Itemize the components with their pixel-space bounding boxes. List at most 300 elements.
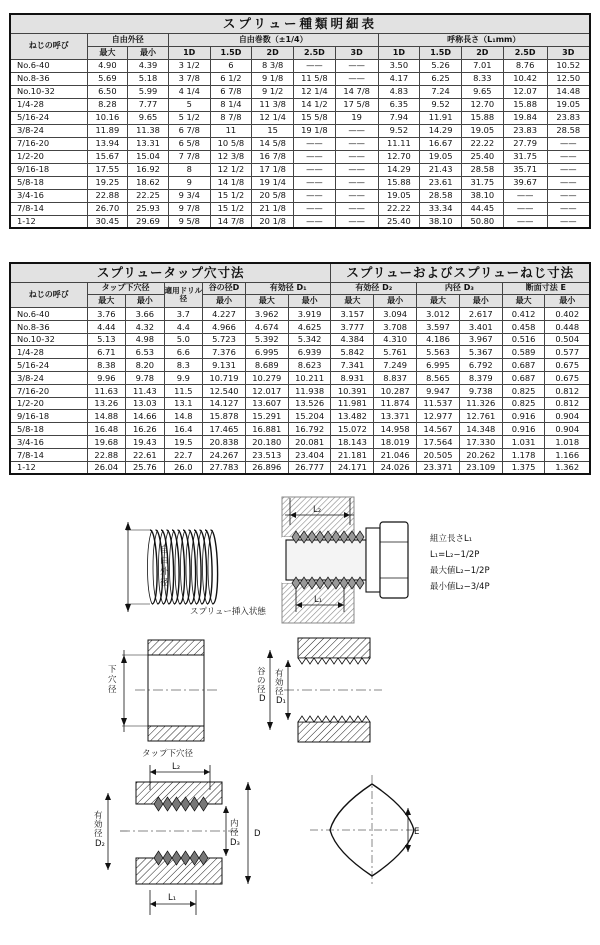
root-dia-label: 谷の径 D: [257, 667, 266, 704]
value-cell: 22.88: [87, 189, 128, 202]
formula-title: 組立長さL₁: [430, 534, 473, 544]
turns-sub-header: 1.5D: [210, 46, 252, 59]
value-cell: 5.723: [203, 333, 246, 346]
pitch-dia-label: 有効径 D₁: [275, 669, 286, 706]
value-cell: 5.13: [87, 333, 126, 346]
section-max-header: 最大: [502, 295, 545, 308]
value-cell: 13.26: [87, 397, 126, 410]
value-cell: 33.34: [420, 202, 462, 215]
value-cell: 11.5: [164, 384, 203, 397]
value-cell: 24.267: [203, 448, 246, 461]
value-cell: 0.589: [502, 346, 545, 359]
value-cell: 14 5/8: [252, 137, 294, 150]
value-cell: 0.825: [502, 397, 545, 410]
value-cell: 1.178: [502, 448, 545, 461]
value-cell: 11.537: [417, 397, 460, 410]
thread-size-cell: 3/8-24: [10, 124, 87, 137]
value-cell: 6 7/8: [210, 85, 252, 98]
value-cell: 12.70: [378, 150, 420, 163]
value-cell: 17.564: [417, 436, 460, 449]
value-cell: 23.61: [420, 176, 462, 189]
value-cell: 50.80: [461, 215, 503, 228]
l2-label-2: L₂: [172, 762, 181, 772]
value-cell: 6.71: [87, 346, 126, 359]
value-cell: 4.4: [164, 320, 203, 333]
value-cell: 22.22: [378, 202, 420, 215]
value-cell: 3.919: [288, 308, 331, 321]
value-cell: ——: [335, 202, 378, 215]
value-cell: ——: [547, 163, 590, 176]
value-cell: 1.362: [545, 461, 590, 474]
value-cell: 0.412: [502, 308, 545, 321]
insert-section-drawing: [94, 762, 261, 915]
value-cell: 0.825: [502, 384, 545, 397]
value-cell: 13.1: [164, 397, 203, 410]
value-cell: 11.89: [87, 124, 128, 137]
value-cell: 8.76: [503, 59, 547, 72]
value-cell: 16.67: [420, 137, 462, 150]
turns-sub-header: 2D: [252, 46, 294, 59]
thread-size-cell: 3/4-16: [10, 436, 87, 449]
value-cell: 11.874: [374, 397, 417, 410]
value-cell: 8 7/8: [210, 111, 252, 124]
inserted-state-drawing: [190, 497, 408, 623]
value-cell: 4.186: [417, 333, 460, 346]
value-cell: 25.93: [128, 202, 169, 215]
thread-size-cell: 1/4-28: [10, 98, 87, 111]
value-cell: 7.01: [461, 59, 503, 72]
value-cell: 14 1/8: [210, 176, 252, 189]
value-cell: 38.10: [420, 215, 462, 228]
value-cell: 21.046: [374, 448, 417, 461]
value-cell: 11.91: [420, 111, 462, 124]
value-cell: 23.513: [245, 448, 288, 461]
value-cell: 3.094: [374, 308, 417, 321]
value-cell: ——: [335, 59, 378, 72]
value-cell: 1.166: [545, 448, 590, 461]
value-cell: ——: [335, 137, 378, 150]
turns-header: 自由巻数（±1/4）: [168, 33, 378, 46]
drill-header: 適用ドリル径: [164, 282, 203, 308]
root-header: 谷の径D: [203, 282, 246, 295]
value-cell: 0.687: [502, 372, 545, 385]
thread-size-cell: No.10-32: [10, 333, 87, 346]
value-cell: ——: [335, 124, 378, 137]
value-cell: 10.211: [288, 372, 331, 385]
value-cell: ——: [294, 215, 336, 228]
value-cell: 16.26: [126, 423, 165, 436]
value-cell: 8.33: [461, 72, 503, 85]
value-cell: 25.40: [378, 215, 420, 228]
e-label: E: [414, 827, 420, 837]
value-cell: 7.249: [374, 359, 417, 372]
thread-size-cell: 9/16-18: [10, 163, 87, 176]
value-cell: 6.995: [417, 359, 460, 372]
thread-size-cell: 7/8-14: [10, 448, 87, 461]
value-cell: 0.516: [502, 333, 545, 346]
value-cell: 11 5/8: [294, 72, 336, 85]
value-cell: 8.623: [288, 359, 331, 372]
value-cell: 3.157: [331, 308, 374, 321]
tap-max-header: 最大: [87, 295, 126, 308]
value-cell: 8.38: [87, 359, 126, 372]
value-cell: 28.58: [420, 189, 462, 202]
wire-section-drawing: [310, 775, 420, 885]
thread-size-cell: 9/16-18: [10, 410, 87, 423]
value-cell: 11.43: [126, 384, 165, 397]
thread-size-cell: No.10-32: [10, 85, 87, 98]
value-cell: 14.29: [420, 124, 462, 137]
value-cell: 11.326: [459, 397, 502, 410]
value-cell: 4.384: [331, 333, 374, 346]
value-cell: ——: [503, 189, 547, 202]
value-cell: 3 1/2: [168, 59, 210, 72]
value-cell: 4.90: [87, 59, 128, 72]
value-cell: ——: [335, 72, 378, 85]
value-cell: 12.977: [417, 410, 460, 423]
value-cell: 0.402: [545, 308, 590, 321]
value-cell: 19.5: [164, 436, 203, 449]
free-od-max-header: 最大: [87, 46, 128, 59]
thread-size-cell: 1-12: [10, 461, 87, 474]
value-cell: 9 1/2: [252, 85, 294, 98]
value-cell: 12.70: [461, 98, 503, 111]
l1-label: L₁: [314, 595, 323, 605]
value-cell: 3.597: [417, 320, 460, 333]
tap-header: タップ下穴径: [87, 282, 164, 295]
thread-size-cell: No.8-36: [10, 320, 87, 333]
value-cell: 31.75: [503, 150, 547, 163]
value-cell: 28.58: [461, 163, 503, 176]
value-cell: 3.962: [245, 308, 288, 321]
value-cell: 5: [168, 98, 210, 111]
value-cell: ——: [294, 150, 336, 163]
value-cell: 3.66: [126, 308, 165, 321]
value-cell: 25.40: [461, 150, 503, 163]
value-cell: 9 7/8: [168, 202, 210, 215]
value-cell: 44.45: [461, 202, 503, 215]
value-cell: 18.019: [374, 436, 417, 449]
value-cell: 9.78: [126, 372, 165, 385]
value-cell: 16.792: [288, 423, 331, 436]
free-od-header: 自由外径: [87, 33, 168, 46]
value-cell: 13.94: [87, 137, 128, 150]
value-cell: 15.878: [203, 410, 246, 423]
value-cell: 35.71: [503, 163, 547, 176]
value-cell: 0.458: [502, 320, 545, 333]
value-cell: 4.310: [374, 333, 417, 346]
table2-title-right: スプリューおよびスプリューねじ寸法: [331, 263, 590, 282]
thread-size-cell: 5/8-18: [10, 176, 87, 189]
value-cell: 0.904: [545, 423, 590, 436]
value-cell: ——: [335, 189, 378, 202]
value-cell: 19.05: [420, 150, 462, 163]
length-sub-header: 3D: [547, 46, 590, 59]
value-cell: 25.76: [126, 461, 165, 474]
value-cell: 14.88: [87, 410, 126, 423]
value-cell: 16 7/8: [252, 150, 294, 163]
value-cell: 6.50: [87, 85, 128, 98]
length-sub-header: 2D: [461, 46, 503, 59]
value-cell: 15 5/8: [294, 111, 336, 124]
insert-caption: スプリュー挿入状態: [190, 607, 266, 617]
value-cell: 27.79: [503, 137, 547, 150]
l1-label-2: L₁: [168, 893, 177, 903]
value-cell: 8: [168, 163, 210, 176]
value-cell: 26.777: [288, 461, 331, 474]
value-cell: 14.66: [126, 410, 165, 423]
value-cell: 3.967: [459, 333, 502, 346]
value-cell: 12 1/4: [252, 111, 294, 124]
value-cell: 13.526: [288, 397, 331, 410]
value-cell: 5.69: [87, 72, 128, 85]
value-cell: 3 7/8: [168, 72, 210, 85]
free-od-min-header: 最小: [128, 46, 169, 59]
value-cell: 15.88: [461, 111, 503, 124]
section-header: 断面寸法 E: [502, 282, 590, 295]
length-sub-header: 1D: [378, 46, 420, 59]
value-cell: 6.35: [378, 98, 420, 111]
value-cell: ——: [335, 163, 378, 176]
value-cell: 8.931: [331, 372, 374, 385]
tap-dia-label: 下穴径: [108, 665, 117, 695]
value-cell: ——: [294, 202, 336, 215]
value-cell: 0.448: [545, 320, 590, 333]
value-cell: 7.341: [331, 359, 374, 372]
value-cell: 16.48: [87, 423, 126, 436]
value-cell: 8.3: [164, 359, 203, 372]
turns-sub-header: 1D: [168, 46, 210, 59]
thread-size-cell: No.6-40: [10, 59, 87, 72]
value-cell: ——: [294, 59, 336, 72]
value-cell: 11.938: [288, 384, 331, 397]
value-cell: 24.171: [331, 461, 374, 474]
value-cell: 22.25: [128, 189, 169, 202]
value-cell: 10.42: [503, 72, 547, 85]
thread-size-cell: 5/8-18: [10, 423, 87, 436]
value-cell: 26.04: [87, 461, 126, 474]
value-cell: 3.777: [331, 320, 374, 333]
value-cell: 0.812: [545, 384, 590, 397]
value-cell: ——: [547, 215, 590, 228]
value-cell: ——: [335, 215, 378, 228]
value-cell: 18.143: [331, 436, 374, 449]
value-cell: 17.465: [203, 423, 246, 436]
value-cell: 1.018: [545, 436, 590, 449]
value-cell: 0.504: [545, 333, 590, 346]
value-cell: 9 3/4: [168, 189, 210, 202]
value-cell: 0.812: [545, 397, 590, 410]
value-cell: 2.617: [459, 308, 502, 321]
value-cell: 3.50: [378, 59, 420, 72]
value-cell: 5.761: [374, 346, 417, 359]
value-cell: 14.348: [459, 423, 502, 436]
value-cell: 12.50: [547, 72, 590, 85]
value-cell: 11 3/8: [252, 98, 294, 111]
value-cell: 9.65: [128, 111, 169, 124]
value-cell: 8 3/8: [252, 59, 294, 72]
value-cell: 8.379: [459, 372, 502, 385]
value-cell: 5.26: [420, 59, 462, 72]
pitch-max-header: 最大: [245, 295, 288, 308]
formula-1: L₁=L₂−1/2P: [430, 550, 480, 560]
length-sub-header: 2.5D: [503, 46, 547, 59]
value-cell: 6.995: [245, 346, 288, 359]
turns-sub-header: 2.5D: [294, 46, 336, 59]
thread-size-cell: 5/16-24: [10, 111, 87, 124]
value-cell: 5.842: [331, 346, 374, 359]
value-cell: 13.03: [126, 397, 165, 410]
value-cell: 5.367: [459, 346, 502, 359]
value-cell: 14.127: [203, 397, 246, 410]
value-cell: 0.675: [545, 359, 590, 372]
thread-size-cell: 7/16-20: [10, 384, 87, 397]
value-cell: 6.939: [288, 346, 331, 359]
section-min-header: 最小: [545, 295, 590, 308]
value-cell: 15 1/2: [210, 189, 252, 202]
value-cell: 7.376: [203, 346, 246, 359]
value-cell: 24.026: [374, 461, 417, 474]
value-cell: 19.84: [503, 111, 547, 124]
value-cell: ——: [294, 176, 336, 189]
value-cell: 9 5/8: [168, 215, 210, 228]
value-cell: 16.4: [164, 423, 203, 436]
value-cell: 5.18: [128, 72, 169, 85]
value-cell: 3.401: [459, 320, 502, 333]
value-cell: 3.012: [417, 308, 460, 321]
value-cell: ——: [294, 163, 336, 176]
value-cell: 22.88: [87, 448, 126, 461]
value-cell: 20.081: [288, 436, 331, 449]
value-cell: 0.916: [502, 410, 545, 423]
value-cell: 3.76: [87, 308, 126, 321]
value-cell: 26.896: [245, 461, 288, 474]
inner-max-header: 最大: [417, 295, 460, 308]
free-coil-drawing: [125, 522, 218, 612]
value-cell: ——: [547, 137, 590, 150]
value-cell: 15.88: [503, 98, 547, 111]
value-cell: 13.371: [374, 410, 417, 423]
value-cell: ——: [503, 215, 547, 228]
pitch2-max-header: 最大: [331, 295, 374, 308]
value-cell: 12 1/2: [210, 163, 252, 176]
assembly-length-formula: [430, 533, 490, 592]
value-cell: 26.70: [87, 202, 128, 215]
value-cell: 15.072: [331, 423, 374, 436]
tap-hole-drawing: [108, 640, 218, 759]
value-cell: 8.565: [417, 372, 460, 385]
value-cell: ——: [294, 189, 336, 202]
value-cell: 23.371: [417, 461, 460, 474]
value-cell: 11: [210, 124, 252, 137]
value-cell: 17 1/8: [252, 163, 294, 176]
value-cell: 9.96: [87, 372, 126, 385]
value-cell: 4.17: [378, 72, 420, 85]
value-cell: 21 1/8: [252, 202, 294, 215]
value-cell: 14.48: [547, 85, 590, 98]
turns-sub-header: 3D: [335, 46, 378, 59]
formula-2: 最大値L₂−1/2P: [430, 566, 490, 576]
value-cell: 17.330: [459, 436, 502, 449]
value-cell: 10.16: [87, 111, 128, 124]
value-cell: 6 7/8: [168, 124, 210, 137]
value-cell: 18.62: [128, 176, 169, 189]
value-cell: 0.687: [502, 359, 545, 372]
thread-size-cell: No.6-40: [10, 308, 87, 321]
value-cell: 19.68: [87, 436, 126, 449]
value-cell: 15.04: [128, 150, 169, 163]
pitch2-min-header: 最小: [374, 295, 417, 308]
value-cell: 10.287: [374, 384, 417, 397]
value-cell: 22.61: [126, 448, 165, 461]
value-cell: 22.22: [461, 137, 503, 150]
value-cell: 9.65: [461, 85, 503, 98]
value-cell: 31.75: [461, 176, 503, 189]
value-cell: 12 3/8: [210, 150, 252, 163]
value-cell: 8.20: [126, 359, 165, 372]
value-cell: 10.279: [245, 372, 288, 385]
l2-label: L₂: [313, 505, 322, 515]
value-cell: 4.32: [126, 320, 165, 333]
value-cell: 4.39: [128, 59, 169, 72]
value-cell: 4.625: [288, 320, 331, 333]
length-header: 呼称長さ（L₁mm）: [378, 33, 590, 46]
value-cell: ——: [547, 150, 590, 163]
table1-title: スプリュー種類明細表: [10, 14, 590, 33]
value-cell: 21.43: [420, 163, 462, 176]
value-cell: 6.53: [126, 346, 165, 359]
value-cell: 0.577: [545, 346, 590, 359]
value-cell: ——: [547, 202, 590, 215]
value-cell: 22.7: [164, 448, 203, 461]
value-cell: 6.25: [420, 72, 462, 85]
value-cell: 9.9: [164, 372, 203, 385]
value-cell: 16.92: [128, 163, 169, 176]
value-cell: 10.719: [203, 372, 246, 385]
value-cell: 8.837: [374, 372, 417, 385]
value-cell: 19.05: [461, 124, 503, 137]
value-cell: 14.8: [164, 410, 203, 423]
pitch2-label: 有効径 D₂: [94, 811, 105, 849]
value-cell: 20.838: [203, 436, 246, 449]
value-cell: 8 1/4: [210, 98, 252, 111]
value-cell: 5.99: [128, 85, 169, 98]
value-cell: 11.981: [331, 397, 374, 410]
value-cell: 3.7: [164, 308, 203, 321]
value-cell: 13.607: [245, 397, 288, 410]
value-cell: 12 1/4: [294, 85, 336, 98]
value-cell: ——: [503, 202, 547, 215]
value-cell: 9.52: [378, 124, 420, 137]
value-cell: 20 1/8: [252, 215, 294, 228]
threaded-hole-drawing: [257, 638, 382, 742]
value-cell: 9.947: [417, 384, 460, 397]
inner-header: 内径 D₃: [417, 282, 503, 295]
thread-size-cell: 1/2-20: [10, 150, 87, 163]
value-cell: 26.0: [164, 461, 203, 474]
value-cell: 0.916: [502, 423, 545, 436]
value-cell: 15.88: [378, 176, 420, 189]
value-cell: 3.708: [374, 320, 417, 333]
value-cell: 27.783: [203, 461, 246, 474]
value-cell: 6 5/8: [168, 137, 210, 150]
value-cell: 19: [335, 111, 378, 124]
value-cell: 19 1/8: [294, 124, 336, 137]
value-cell: 15.67: [87, 150, 128, 163]
value-cell: 4.98: [126, 333, 165, 346]
value-cell: 4.227: [203, 308, 246, 321]
value-cell: 14.567: [417, 423, 460, 436]
